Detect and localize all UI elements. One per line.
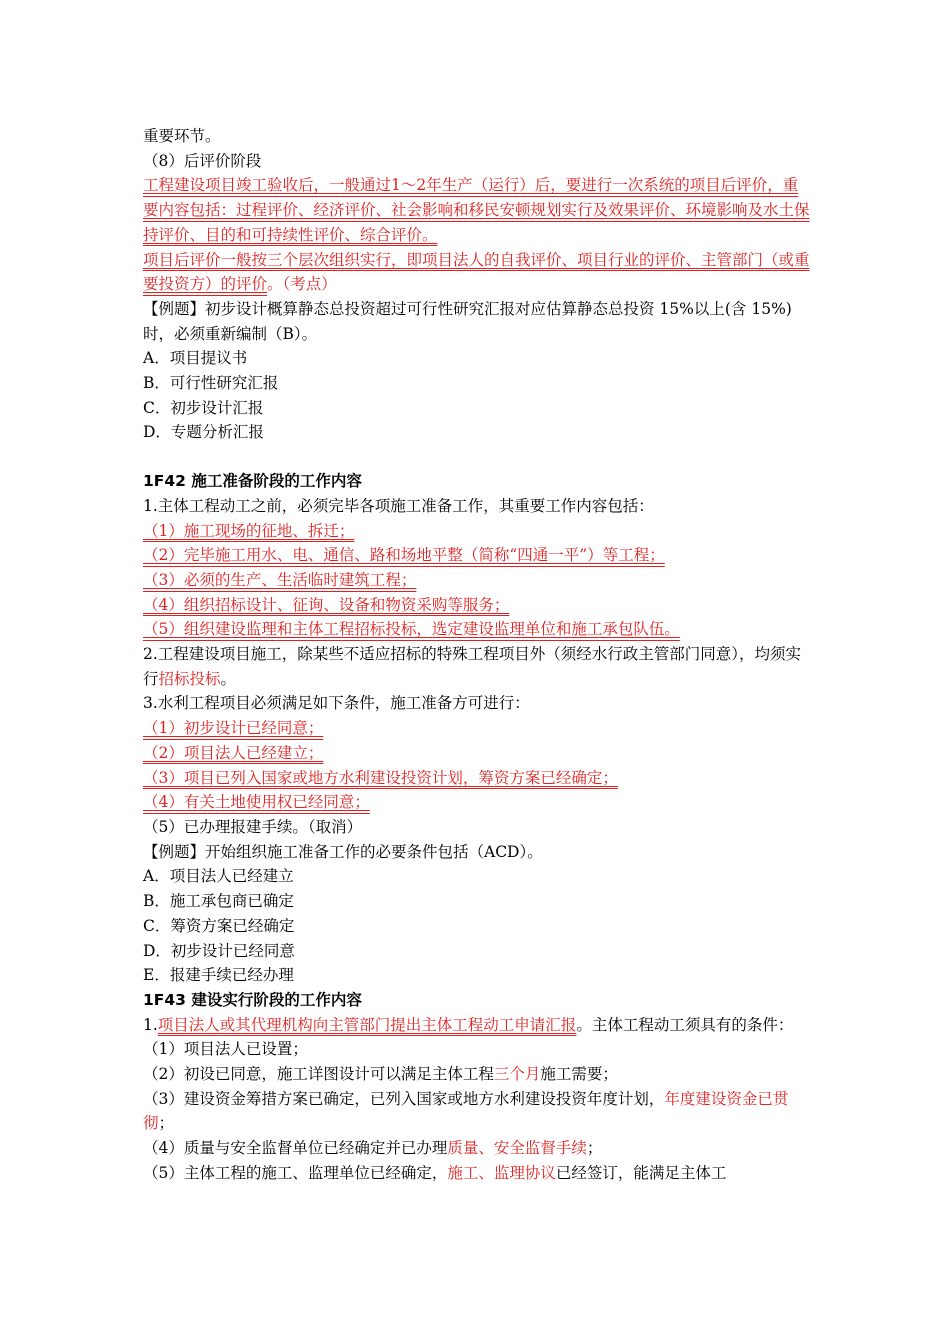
text-run: ； — [158, 1114, 175, 1133]
highlighted-underlined-text: 项目法人或其代理机构向主管部门提出主体工程动工申请汇报 — [157, 1015, 577, 1034]
paragraph — [143, 1161, 813, 1186]
text-run: 1.主体工程动工之前，必须完毕各项施工准备工作，其重要工作内容包括： — [143, 496, 654, 515]
text-run: C．筹资方案已经确定 — [143, 916, 295, 935]
paragraph-gap — [143, 445, 813, 469]
text-run: （1）项目法人已设置； — [143, 1040, 308, 1059]
paragraph — [143, 297, 813, 346]
paragraph — [143, 741, 813, 766]
highlighted-underlined-text: （4）组织招标设计、征询、设备和物资采购等服务； — [143, 595, 510, 614]
text-run: B．可行性研究汇报 — [143, 374, 279, 393]
section-heading — [143, 988, 813, 1013]
document-page — [143, 124, 813, 1186]
highlighted-text: 三个月 — [493, 1065, 541, 1084]
paragraph — [143, 889, 813, 914]
text-run: （3）建设资金筹措方案已确定，已列入国家或地方水利建设投资年度计划， — [143, 1089, 665, 1108]
paragraph — [143, 766, 813, 791]
paragraph — [143, 173, 813, 247]
paragraph — [143, 939, 813, 964]
text-run: E．报建手续已经办理 — [143, 966, 294, 985]
highlighted-text: 。（考点） — [267, 275, 337, 294]
paragraph — [143, 149, 813, 174]
text-run: 1F42 施工准备阶段的工作内容 — [143, 472, 362, 491]
highlighted-underlined-text: （4）有关土地使用权已经同意； — [143, 793, 370, 812]
paragraph — [143, 420, 813, 445]
text-run: （5）主体工程的施工、监理单位已经确定， — [143, 1163, 448, 1182]
highlighted-underlined-text: （5）组织建设监理和主体工程招标投标，选定建设监理单位和施工承包队伍。 — [143, 620, 680, 639]
highlighted-underlined-text: 项目后评价一般按三个层次组织实行，即项目法人的自我评价、项目行业的评价、主管部门（或重要投资方）的评价 — [143, 250, 810, 294]
paragraph — [143, 568, 813, 593]
paragraph — [143, 248, 813, 297]
highlighted-underlined-text: （2）完毕施工用水、电、通信、路和场地平整（简称“四通一平”）等工程； — [143, 546, 665, 565]
highlighted-underlined-text: （2）项目法人已经建立； — [143, 743, 324, 762]
paragraph — [143, 642, 813, 691]
paragraph — [143, 691, 813, 716]
paragraph — [143, 1136, 813, 1161]
paragraph — [143, 1062, 813, 1087]
highlighted-text: 施工、监理协议 — [447, 1163, 556, 1182]
text-run: （8）后评价阶段 — [143, 151, 262, 170]
text-run: D．专题分析汇报 — [143, 423, 264, 442]
text-run: 2.工程建设项目施工，除某些不适应招标的特殊工程项目外（须经水行政主管部门同意），均须实行 — [143, 645, 802, 688]
text-run: 。 — [220, 669, 237, 688]
text-run: 1. — [143, 1015, 158, 1034]
paragraph — [143, 864, 813, 889]
highlighted-text: 年度建设资金已贯彻 — [143, 1089, 789, 1133]
text-run: 1F43 建设实行阶段的工作内容 — [143, 990, 362, 1009]
text-run: （4）质量与安全监督单位已经确定并已办理 — [143, 1139, 448, 1158]
highlighted-text: 质量、安全监督手续 — [447, 1139, 587, 1158]
text-run: ； — [586, 1139, 603, 1158]
text-run: 重要环节。 — [143, 127, 221, 145]
text-run: A．项目法人已经建立 — [143, 867, 294, 886]
highlighted-text: 招标投标 — [158, 669, 221, 688]
highlighted-underlined-text: 工程建设项目竣工验收后，一般通过1～2年生产（运行）后，要进行一次系统的项目后评价，重要内容包括：过程评价、经济评价、社会影响和移民安顿规划实行及效果评价、环境影响及水土保持评价、目的和可持续性评价、综合评价。 — [143, 176, 810, 244]
section-heading — [143, 469, 813, 494]
text-run: （5）已办理报建手续。（取消） — [143, 817, 363, 836]
paragraph — [143, 396, 813, 421]
paragraph — [143, 716, 813, 741]
text-run: D．初步设计已经同意 — [143, 941, 295, 960]
paragraph — [143, 1087, 813, 1136]
text-run: （2）初设已同意，施工详图设计可以满足主体工程 — [143, 1065, 494, 1084]
paragraph — [143, 371, 813, 396]
paragraph — [143, 914, 813, 939]
text-run: 已经签订，能满足主体工 — [555, 1163, 727, 1182]
text-run: 【例题】初步设计概算静态总投资超过可行性研究汇报对应估算静态总投资 15%以上(含 15%)时，必须重新编制（B）。 — [143, 299, 792, 343]
text-run: B．施工承包商已确定 — [143, 892, 294, 911]
paragraph — [143, 1037, 813, 1062]
paragraph — [143, 124, 813, 149]
paragraph — [143, 790, 813, 815]
paragraph — [143, 346, 813, 371]
highlighted-underlined-text: （1）初步设计已经同意； — [143, 719, 324, 738]
highlighted-underlined-text: （1）施工现场的征地、拆迁； — [143, 521, 355, 540]
paragraph — [143, 543, 813, 568]
paragraph — [143, 494, 813, 519]
highlighted-underlined-text: （3）项目已列入国家或地方水利建设投资计划，筹资方案已经确定； — [143, 768, 618, 787]
paragraph — [143, 840, 813, 865]
text-run: A．项目提议书 — [143, 349, 248, 368]
text-run: 【例题】开始组织施工准备工作的必要条件包括（ACD）。 — [143, 842, 543, 861]
paragraph — [143, 519, 813, 544]
paragraph — [143, 593, 813, 618]
paragraph — [143, 1013, 813, 1038]
paragraph — [143, 963, 813, 988]
paragraph — [143, 617, 813, 642]
text-run: 施工需要； — [540, 1065, 618, 1084]
text-run: C．初步设计汇报 — [143, 398, 264, 417]
paragraph — [143, 815, 813, 840]
highlighted-underlined-text: （3）必须的生产、生活临时建筑工程； — [143, 570, 417, 589]
text-run: 3.水利工程项目必须满足如下条件，施工准备方可进行： — [143, 694, 530, 713]
text-run: 。主体工程动工须具有的条件： — [576, 1015, 794, 1034]
